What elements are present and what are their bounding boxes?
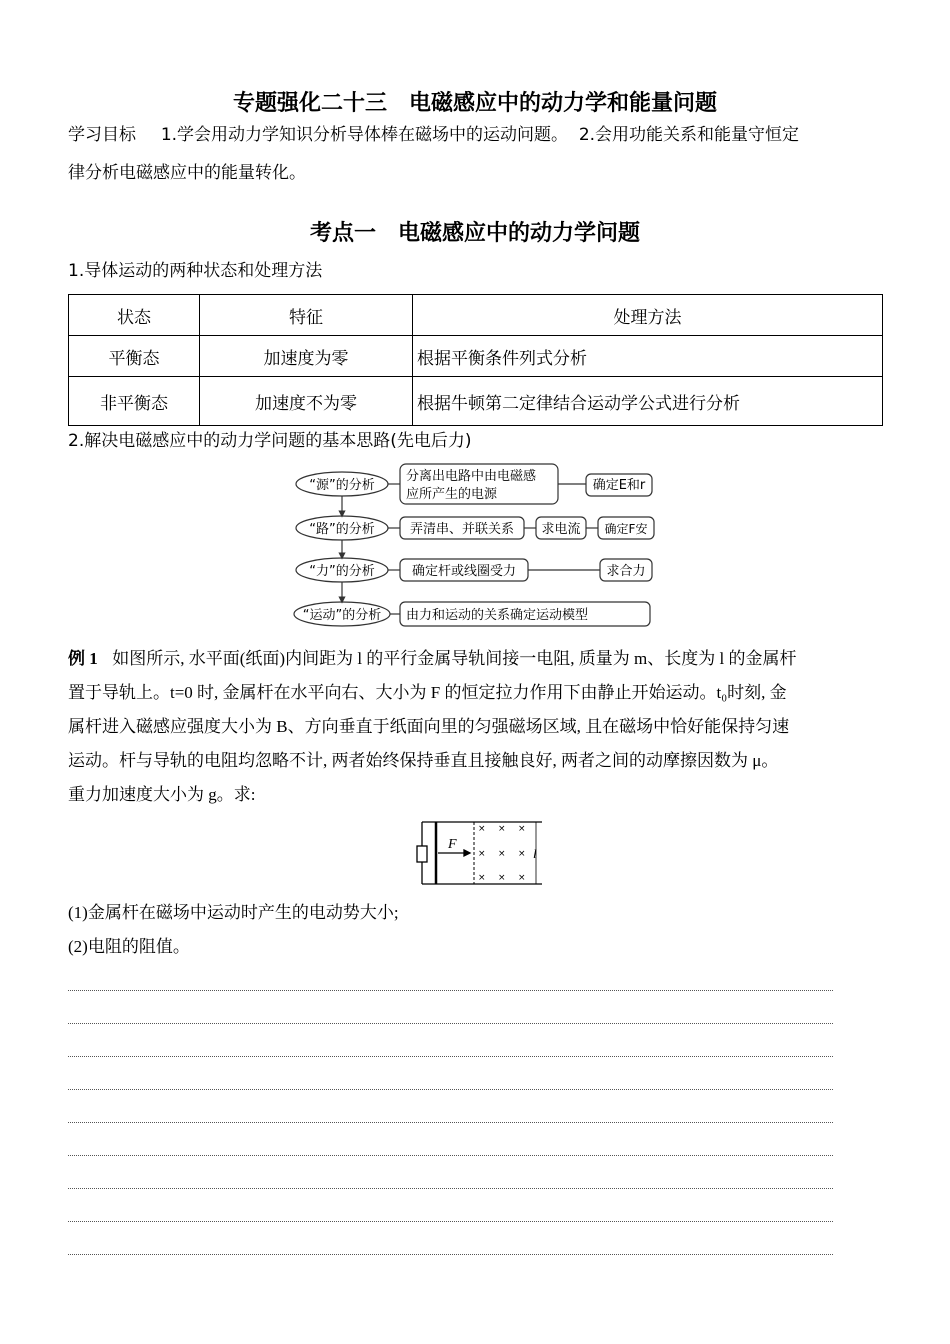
answer-line[interactable] [68,1089,833,1090]
objectives-line1: 1.学会用动力学知识分析导体棒在磁场中的运动问题。 2.会用功能关系和能量守恒定 [160,125,800,145]
example-line: 运动。杆与导轨的电阻均忽略不计, 两者始终保持垂直且接触良好, 两者之间的动摩擦因数为 μ。 [68,751,779,770]
field-mark: × [478,873,486,883]
table-cell: 根据平衡条件列式分析 [413,336,883,377]
example-line: 置于导轨上。t=0 时, 金属杆在水平向右、大小为 F 的恒定拉力作用下由静止开始运动。t₀时刻, 金 [68,683,787,702]
question-2: (2)电阻的阻值。 [68,937,190,956]
answer-line[interactable] [68,990,833,991]
flow-ellipse-label: “力”的分析 [309,564,375,579]
table-header: 状态 [69,295,200,336]
item1-heading: 1.导体运动的两种状态和处理方法 [68,261,323,281]
table-header-row [69,295,883,336]
item2-heading: 2.解决电磁感应中的动力学问题的基本思路(先电后力) [68,431,472,451]
field-mark: × [498,849,506,859]
rail-figure [408,818,546,888]
example-label: 例 1 [68,649,98,668]
field-mark: × [518,824,526,834]
example-line: 重力加速度大小为 g。求: [68,785,256,804]
table-row [69,336,883,377]
table-cell: 加速度不为零 [200,377,413,426]
flowchart [290,460,660,632]
field-mark: × [478,849,486,859]
objectives-label: 学习目标 [68,125,136,145]
table-header: 处理方法 [413,295,883,336]
resistor-icon [417,846,427,862]
field-mark: × [498,824,506,834]
answer-line[interactable] [68,1221,833,1222]
answer-line[interactable] [68,1122,833,1123]
flow-box-text: 应所产生的电源 [406,487,498,502]
objectives [68,118,888,152]
answer-line[interactable] [68,1023,833,1024]
table-cell: 加速度为零 [200,336,413,377]
section-title: 考点一 电磁感应中的动力学问题 [309,221,640,246]
table-row [69,377,883,426]
field-mark: × [478,824,486,834]
flow-box-text: 分离出电路中由电磁感 [406,469,537,484]
field-mark: × [518,873,526,883]
answer-line[interactable] [68,1254,833,1255]
example-line [68,642,888,676]
example-line: 属杆进入磁感应强度大小为 B、方向垂直于纸面向里的匀强磁场区域, 且在磁场中恰好能保持匀速 [68,717,790,736]
table-header: 特征 [200,295,413,336]
objectives-line2: 律分析电磁感应中的能量转化。 [68,163,306,183]
example-text: 如图所示, 水平面(纸面)内间距为 l 的平行金属导轨间接一电阻, 质量为 m、长度为 l 的金属杆 [112,649,797,668]
flow-ellipse-label: “源”的分析 [309,478,375,493]
page-title: 专题强化二十三 电磁感应中的动力学和能量问题 [232,91,717,116]
flow-box-text: 确定杆或线圈受力 [411,564,517,579]
force-label: F [448,837,457,852]
table-cell: 根据牛顿第二定律结合运动学公式进行分析 [413,377,883,426]
flow-box-text: 由力和运动的关系确定运动模型 [406,608,589,623]
flow-box-text: 弄清串、并联关系 [409,522,515,537]
answer-line[interactable] [68,1056,833,1057]
question-1: (1)金属杆在磁场中运动时产生的电动势大小; [68,903,399,922]
flow-ellipse-label: “运动”的分析 [302,608,382,623]
flow-result-text: 确定E和r [592,478,646,493]
flow-result-text: 确定F安 [604,522,648,536]
answer-line[interactable] [68,1155,833,1156]
force-arrow-icon [464,850,470,856]
field-mark: × [498,873,506,883]
flow-box-text: 求电流 [541,522,581,537]
table-cell: 平衡态 [69,336,200,377]
field-mark: × [518,849,526,859]
states-table [68,294,883,426]
length-label: l [533,846,537,861]
flow-result-text: 求合力 [606,564,646,579]
table-cell: 非平衡态 [69,377,200,426]
flow-ellipse-label: “路”的分析 [309,522,375,537]
answer-line[interactable] [68,1188,833,1189]
